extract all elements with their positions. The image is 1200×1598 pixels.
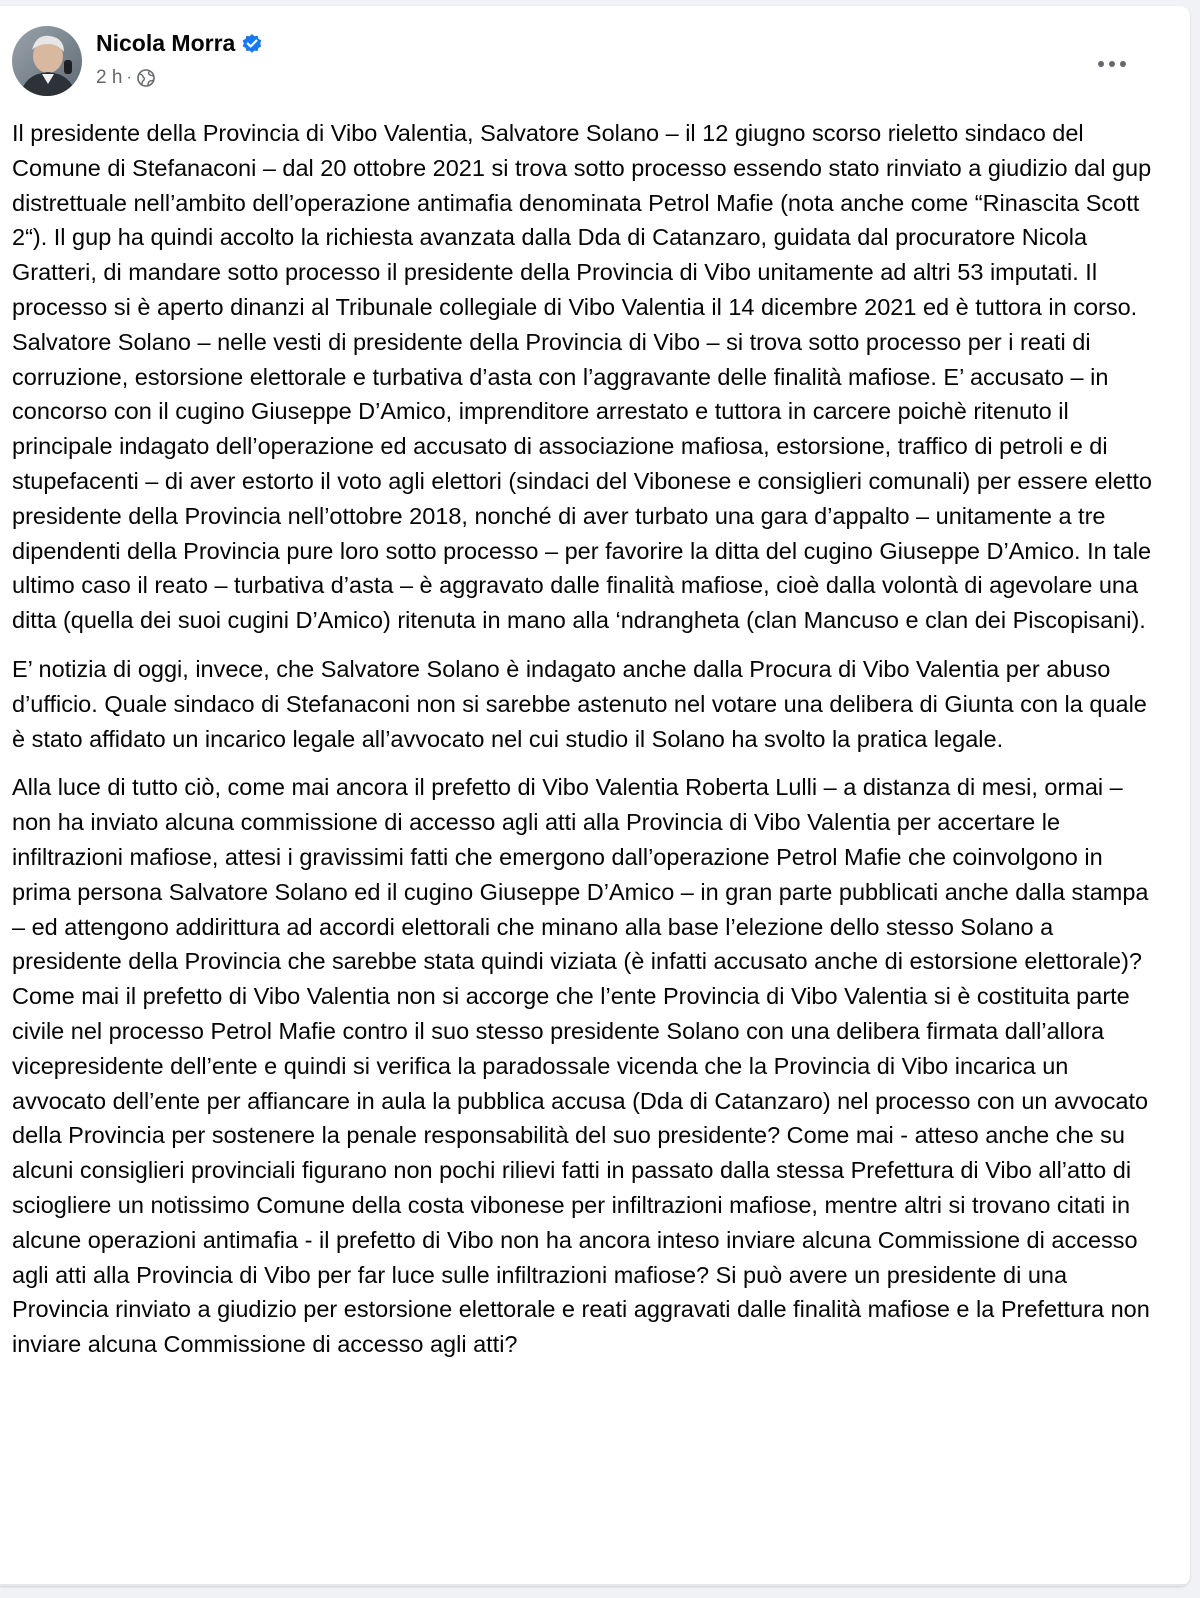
post-timestamp[interactable]: 2 h: [96, 67, 123, 88]
post-paragraph-1: Il presidente della Provincia di Vibo Valentia, Salvatore Solano – il 12 giugno scorso rieletto sindaco del Comune di Stefanaconi – dal 20 ottobre 2021 si trova sotto processo essendo stato rinviato a giudizio dal gup distrettuale nell’ambito dell’operazione antimafia denominata Petrol Mafie (nota anche come “Rinascita Scott 2“). Il gup ha quindi accolto la richiesta avanzata dalla Dda di Catanzaro, guidata dal procuratore Nicola Gratteri, di mandare sotto processo il presidente della Provincia di Vibo unitamente ad altri 53 imputati. Il processo si è aperto dinanzi al Tribunale collegiale di Vibo Valentia il 14 dicembre 2021 ed è tuttora in corso. Salvatore Solano – nelle vesti di presidente della Provincia di Vibo – si trova sotto processo per i reati di corruzione, estorsione elettorale e turbativa d’asta con l’aggravante delle finalità mafiose. E’ accusato – in concorso con il cugino Giuseppe D’Amico, imprenditore arrestato e tuttora in carcere poichè ritenuto il principale indagato dell’operazione ed accusato di associazione mafiosa, estorsione, traffico di petroli e di stupefacenti – di aver estorto il voto agli elettori (sindaci del Vibonese e consiglieri comunali) per essere eletto presidente della Provincia nell’ottobre 2018, nonché di aver turbato una gara d’appalto – unitamente a tre dipendenti della Provincia pure loro sotto processo – per favorire la ditta del cugino Giuseppe D’Amico. In tale ultimo caso il reato – turbativa d’asta – è aggravato dalle finalità mafiose, cioè dalla volontà di agevolare una ditta (quella dei suoi cugini D’Amico) ritenuta in mano alla ‘ndrangheta (clan Mancuso e clan dei Piscopisani).: [12, 120, 1152, 634]
author-block: [96, 30, 263, 89]
author-name[interactable]: Nicola Morra: [96, 30, 236, 56]
post-card: [0, 6, 1190, 1586]
post-meta: [96, 67, 263, 89]
avatar[interactable]: [12, 26, 82, 96]
post-text: [12, 116, 1152, 1376]
verified-badge-icon: [241, 33, 263, 55]
author-row: [96, 30, 263, 57]
more-options-button[interactable]: [1090, 42, 1134, 86]
post-paragraph-2: E’ notizia di oggi, invece, che Salvatore Solano è indagato anche dalla Procura di Vibo Valentia per abuso d’ufficio. Quale sindaco di Stefanaconi non si sarebbe astenuto nel votare una delibera di Giunta con la quale è stato affidato un incarico legale all’avvocato nel cui studio il Solano ha svolto la pratica legale.: [12, 655, 1147, 752]
post-divider: [0, 1584, 1190, 1586]
globe-icon[interactable]: [136, 68, 156, 88]
meta-separator: ·: [126, 69, 132, 86]
more-options-icon: [1097, 60, 1127, 68]
avatar-photo-icon: [12, 26, 82, 96]
post-header: [12, 26, 1170, 96]
post-paragraph-3: Alla luce di tutto ciò, come mai ancora il prefetto di Vibo Valentia Roberta Lulli – a distanza di mesi, ormai – non ha inviato alcuna commissione di accesso agli atti alla Provincia di Vibo Valentia per accertare le infiltrazioni mafiose, attesi i gravissimi fatti che emergono dall’operazione Petrol Mafie che coinvolgono in prima persona Salvatore Solano ed il cugino Giuseppe D’Amico – in gran parte pubblicati anche dalla stampa – ed attengono addirittura ad accordi elettorali che minano alla base l’elezione dello stesso Solano a presidente della Provincia che sarebbe stata quindi viziata (è infatti accusato anche di estorsione elettorale)? Come mai il prefetto di Vibo Valentia non si accorge che l’ente Provincia di Vibo Valentia si è costituita parte civile nel processo Petrol Mafie contro il suo stesso presidente Solano con una delibera firmata dall’allora vicepresidente dell’ente e quindi si verifica la paradossale vicenda che la Provincia di Vibo incarica un avvocato dell’ente per affiancare in aula la pubblica accusa (Dda di Catanzaro) nel processo con un avvocato della Provincia per sostenere la penale responsabilità del suo presidente? Come mai - atteso anche che su alcuni consiglieri provinciali figurano non pochi rilievi fatti in passato dalla stessa Prefettura di Vibo all’atto di sciogliere un notissimo Comune della costa vibonese per infiltrazioni mafiose, mentre altri si trovano citati in alcune operazioni antimafia - il prefetto di Vibo non ha ancora inteso inviare alcuna Commissione di accesso agli atti alla Provincia di Vibo per far luce sulle infiltrazioni mafiose? Si può avere un presidente di una Provincia rinviato a giudizio per estorsione elettorale e reati aggravati dalle finalità mafiose e la Prefettura non inviare alcuna Commissione di accesso agli atti?: [12, 774, 1150, 1358]
